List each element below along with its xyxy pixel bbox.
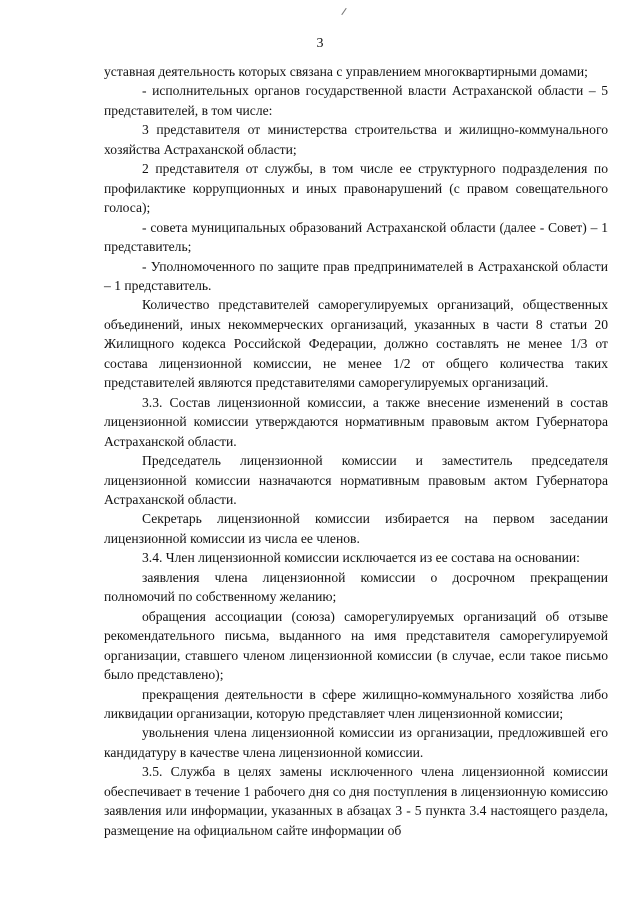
paragraph: 3 представителя от министерства строительства и жилищно-коммунального хозяйства Астраханской области; xyxy=(104,122,608,157)
scan-mark xyxy=(341,8,346,15)
paragraph: 2 представителя от службы, в том числе ее структурного подразделения по профилактике коррупционных и иных правонарушений (с правом совещательного голоса); xyxy=(104,161,608,216)
paragraph: 3.3. Состав лицензионной комиссии, а также внесение изменений в состав лицензионной комиссии утверждаются нормативным правовым актом Губернатора Астраханской области. xyxy=(104,394,608,449)
paragraph: 3.4. Член лицензионной комиссии исключается из ее состава на основании: xyxy=(142,550,580,566)
paragraph: увольнения члена лицензионной комиссии из организации, предложившей его кандидатуру в качестве члена лицензионной комиссии. xyxy=(104,725,608,760)
paragraph: 3.5. Служба в целях замены исключенного члена лицензионной комиссии обеспечивает в течение 1 рабочего дня со дня поступления в лицензионную комиссию заявления или информации, указанных в абзацах 3 - 5 пункта 3.4 настоящего раздела, размещение на официальном сайте информации об xyxy=(104,764,608,838)
document-body xyxy=(104,62,608,840)
paragraph: - исполнительных органов государственной власти Астраханской области – 5 представителей, в том числе: xyxy=(104,83,608,118)
paragraph: уставная деятельность которых связана с управлением многоквартирными домами; xyxy=(104,64,588,79)
paragraph: заявления члена лицензионной комиссии о досрочном прекращении полномочий по собственному желанию; xyxy=(104,569,608,605)
paragraph: прекращения деятельности в сфере жилищно-коммунального хозяйства либо ликвидации организации, которую представляет член лицензионной комиссии; xyxy=(104,686,608,721)
paragraph: Секретарь лицензионной комиссии избирается на первом заседании лицензионной комиссии из числа ее членов. xyxy=(104,511,608,546)
paragraph: Председатель лицензионной комиссии и заместитель председателя лицензионной комиссии назначаются нормативным правовым актом Губернатора Астраханской области. xyxy=(104,453,608,507)
paragraph: - Уполномоченного по защите прав предпринимателей в Астраханской области – 1 представитель. xyxy=(104,258,608,293)
paragraph: обращения ассоциации (союза) саморегулируемых организаций об отзыве рекомендательного письма, выданного на имя представителя саморегулируемой организации, ставшего членом лицензионной комиссии (в случае, если такое письмо было представлено); xyxy=(104,608,608,683)
paragraph: Количество представителей саморегулируемых организаций, общественных объединений, иных некоммерческих организаций, указанных в части 8 статьи 20 Жилищного кодекса Российской Федерации, должно составлять не менее 1/3 от состава лицензионной комиссии, не менее 1/2 от общего количества таких представителей являются представителями саморегулируемых организаций. xyxy=(104,297,608,391)
paragraph: - совета муниципальных образований Астраханской области (далее - Совет) – 1 представитель; xyxy=(104,219,608,255)
page-number: 3 xyxy=(316,36,324,51)
